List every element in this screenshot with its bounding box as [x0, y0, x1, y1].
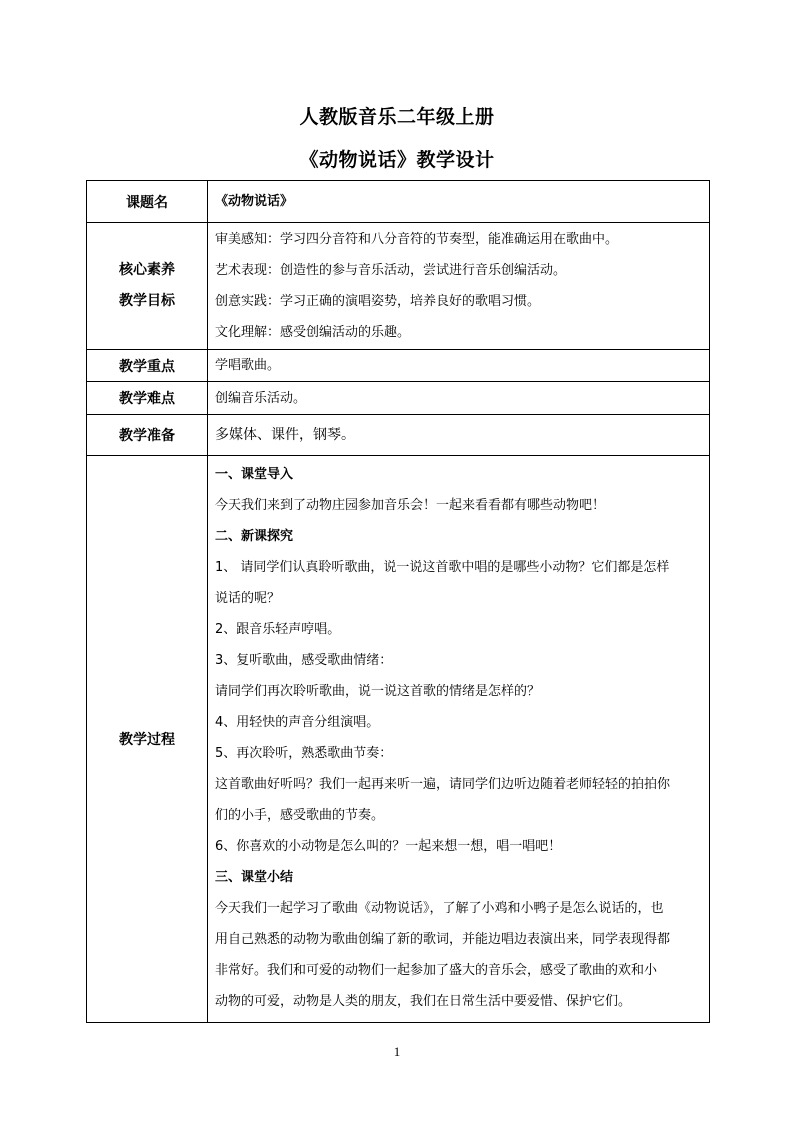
difficulty-label: 教学难点: [87, 382, 208, 415]
process-line: 6、你喜欢的小动物是怎么叫的？一起来想一想，唱一唱吧！: [215, 839, 562, 854]
table-row-difficulty: [87, 382, 710, 415]
process-line: 5、再次聆听，熟悉歌曲节奏：: [215, 746, 393, 761]
core-goals-content: [208, 223, 710, 350]
process-section-intro-heading: 一、课堂导入: [215, 467, 294, 482]
process-line: 非常好。我们和可爱的动物们一起参加了盛大的音乐会，感受了歌曲的欢和小: [215, 963, 658, 978]
process-line: 4、用轻快的声音分组演唱。: [215, 715, 380, 730]
goal-expression: 艺术表现：创造性的参与音乐活动，尝试进行音乐创编活动。: [215, 263, 567, 278]
process-line: 用自己熟悉的动物为歌曲创编了新的歌词，并能边唱边表演出来，同学表现得都: [215, 932, 671, 947]
table-row-key-point: [87, 350, 710, 382]
table-row-topic: [87, 181, 710, 223]
process-label: 教学过程: [87, 456, 208, 1023]
table-row-process: [87, 456, 710, 1023]
process-line: 们的小手，感受歌曲的节奏。: [215, 808, 385, 823]
process-line: 请同学们再次聆听歌曲，说一说这首歌的情绪是怎样的？: [215, 684, 541, 699]
core-goals-label: [87, 223, 208, 350]
document-title: 人教版音乐二年级上册: [299, 106, 495, 128]
table-row-core-goals: [87, 223, 710, 350]
process-section-explore-heading: 二、新课探究: [215, 529, 294, 544]
goal-culture: 文化理解：感受创编活动的乐趣。: [215, 325, 411, 340]
process-line: 今天我们来到了动物庄园参加音乐会！一起来看看都有哪些动物吧！: [215, 498, 606, 513]
process-line: 这首歌曲好听吗？我们一起再来听一遍，请同学们边听边随着老师轻轻的拍拍你: [215, 777, 671, 792]
goal-creative: 创意实践：学习正确的演唱姿势，培养良好的歌唱习惯。: [215, 294, 541, 309]
topic-label: 课题名: [87, 181, 208, 223]
preparation-value: 多媒体、课件，钢琴。: [208, 415, 710, 456]
process-section-summary-heading: 三、课堂小结: [215, 870, 294, 885]
process-line: 说话的呢？: [215, 591, 281, 606]
key-point-value: 学唱歌曲。: [208, 350, 710, 382]
process-line: 今天我们一起学习了歌曲《动物说话》，了解了小鸡和小鸭子是怎么说话的，也: [215, 901, 664, 916]
preparation-label: 教学准备: [87, 415, 208, 456]
core-goals-label-line2: 教学目标: [119, 293, 175, 309]
process-line: 3、复听歌曲，感受歌曲情绪：: [215, 653, 393, 668]
difficulty-value: 创编音乐活动。: [208, 382, 710, 415]
process-line: 动物的可爱，动物是人类的朋友，我们在日常生活中要爱惜、保护它们。: [215, 994, 632, 1009]
page-number: 1: [393, 1044, 401, 1059]
process-line: 1、 请同学们认真聆听歌曲，说一说这首歌中唱的是哪些小动物？它们都是怎样: [215, 560, 670, 575]
core-goals-label-line1: 核心素养: [119, 262, 175, 278]
topic-value: 《动物说话》: [208, 181, 710, 223]
lesson-plan-table: [86, 180, 710, 1023]
process-line: 2、跟音乐轻声哼唱。: [215, 622, 341, 637]
process-content: [208, 456, 710, 1023]
document-subtitle: 《动物说话》教学设计: [299, 149, 495, 171]
goal-aesthetic: 审美感知：学习四分音符和八分音符的节奏型，能准确运用在歌曲中。: [215, 232, 619, 247]
table-row-preparation: [87, 415, 710, 456]
key-point-label: 教学重点: [87, 350, 208, 382]
